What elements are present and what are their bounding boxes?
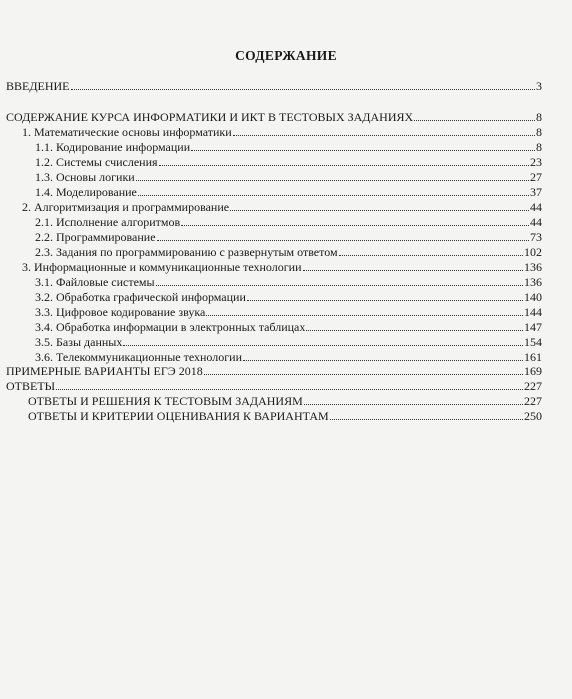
toc-entry: [6, 379, 542, 393]
toc-leader-dots: [156, 275, 523, 286]
toc-leader-dots: [123, 335, 523, 346]
toc-leader-dots: [204, 364, 523, 375]
toc-entry-label: ПРИМЕРНЫЕ ВАРИАНТЫ ЕГЭ 2018: [6, 364, 203, 378]
toc-leader-dots: [233, 125, 535, 136]
toc-entry-page: 44: [530, 215, 542, 229]
toc-entry-label: 2.2. Программирование: [35, 230, 156, 244]
toc-entry-label: ВВЕДЕНИЕ: [6, 79, 70, 93]
toc-entry: [35, 230, 542, 244]
toc-entry-label: 1.3. Основы логики: [35, 170, 135, 184]
toc-entry-page: 37: [530, 185, 542, 199]
toc-entry: [35, 140, 542, 154]
toc-entry-page: 8: [536, 125, 542, 139]
toc-leader-dots: [191, 140, 535, 151]
toc-leader-dots: [414, 110, 535, 121]
toc-leader-dots: [206, 305, 523, 316]
toc-leader-dots: [304, 394, 523, 405]
toc-entry: [35, 170, 542, 184]
toc-entry-page: 136: [524, 275, 542, 289]
toc-entry: [35, 290, 542, 304]
toc-entry-page: 169: [524, 364, 542, 378]
toc-entry-label: 2.1. Исполнение алгоритмов: [35, 215, 181, 229]
toc-entry: [6, 364, 542, 378]
toc-entry: [28, 409, 542, 423]
toc-entry-label: 3.4. Обработка информации в электронных таблицах: [35, 320, 306, 334]
toc-entry-page: 250: [524, 409, 542, 423]
toc-entry-page: 8: [536, 110, 542, 124]
toc-leader-dots: [56, 379, 523, 390]
toc-entry-label: ОТВЕТЫ: [6, 379, 56, 393]
toc-leader-dots: [230, 200, 529, 211]
toc-entry-label: 1.4. Моделирование: [35, 185, 137, 199]
toc-entry-label: 3.5. Базы данных: [35, 335, 123, 349]
toc-entry-label: ОТВЕТЫ И РЕШЕНИЯ К ТЕСТОВЫМ ЗАДАНИЯМ: [28, 394, 303, 408]
toc-entry-page: 3: [536, 79, 542, 93]
toc-entry-page: 44: [530, 200, 542, 214]
toc-entry: [35, 185, 542, 199]
toc-leader-dots: [306, 320, 523, 331]
toc-entry-label: 2. Алгоритмизация и программирование: [22, 200, 230, 214]
toc-leader-dots: [159, 155, 529, 166]
toc-entry: [35, 335, 542, 349]
toc-leader-dots: [157, 230, 529, 241]
toc-entry-label: СОДЕРЖАНИЕ КУРСА ИНФОРМАТИКИ И ИКТ В ТЕСТОВЫХ ЗАДАНИЯХ: [6, 110, 414, 124]
toc-entry-page: 8: [536, 140, 542, 154]
toc-entry: [35, 155, 542, 169]
toc-entry-label: 3.1. Файловые системы: [35, 275, 155, 289]
toc-leader-dots: [181, 215, 529, 226]
toc-entry-page: 73: [530, 230, 542, 244]
toc-entry-label: 1.2. Системы счисления: [35, 155, 158, 169]
toc-entry: [35, 215, 542, 229]
toc-entry-page: 161: [524, 350, 542, 364]
toc-entry: [28, 394, 542, 408]
toc-entry: [6, 79, 542, 93]
toc-entry: [22, 125, 542, 139]
toc-entry: [35, 245, 542, 259]
toc-leader-dots: [247, 290, 523, 301]
page-title: СОДЕРЖАНИЕ: [235, 48, 337, 63]
toc-entry: [35, 305, 542, 319]
toc-entry-label: 3.2. Обработка графической информации: [35, 290, 246, 304]
toc-entry: [35, 320, 542, 334]
toc-entry: [6, 110, 542, 124]
toc-entry: [35, 350, 542, 364]
toc-leader-dots: [339, 245, 523, 256]
toc-entry-page: 227: [524, 394, 542, 408]
toc-leader-dots: [243, 350, 523, 361]
toc-entry-page: 154: [524, 335, 542, 349]
toc-entry-page: 136: [524, 260, 542, 274]
toc-entry-label: 1. Математические основы информатики: [22, 125, 232, 139]
toc-entry-label: 2.3. Задания по программированию с развернутым ответом: [35, 245, 338, 259]
toc-leader-dots: [71, 79, 535, 90]
toc-entry-label: ОТВЕТЫ И КРИТЕРИИ ОЦЕНИВАНИЯ К ВАРИАНТАМ: [28, 409, 329, 423]
toc-entry-label: 3. Информационные и коммуникационные технологии: [22, 260, 302, 274]
toc-entry-page: 227: [524, 379, 542, 393]
toc-entry-page: 140: [524, 290, 542, 304]
toc-entry-page: 102: [524, 245, 542, 259]
toc-leader-dots: [303, 260, 523, 271]
toc-entry-page: 27: [530, 170, 542, 184]
toc-leader-dots: [138, 185, 529, 196]
toc-entry: [22, 260, 542, 274]
toc-entry: [35, 275, 542, 289]
toc-entry-label: 3.6. Телекоммуникационные технологии: [35, 350, 243, 364]
toc-entry: [22, 200, 542, 214]
toc-entry-page: 147: [524, 320, 542, 334]
toc-entry-label: 3.3. Цифровое кодирование звука: [35, 305, 206, 319]
toc-entry-label: 1.1. Кодирование информации: [35, 140, 191, 154]
toc-leader-dots: [136, 170, 529, 181]
toc-entry-page: 23: [530, 155, 542, 169]
toc-leader-dots: [330, 409, 523, 420]
toc-entry-page: 144: [524, 305, 542, 319]
